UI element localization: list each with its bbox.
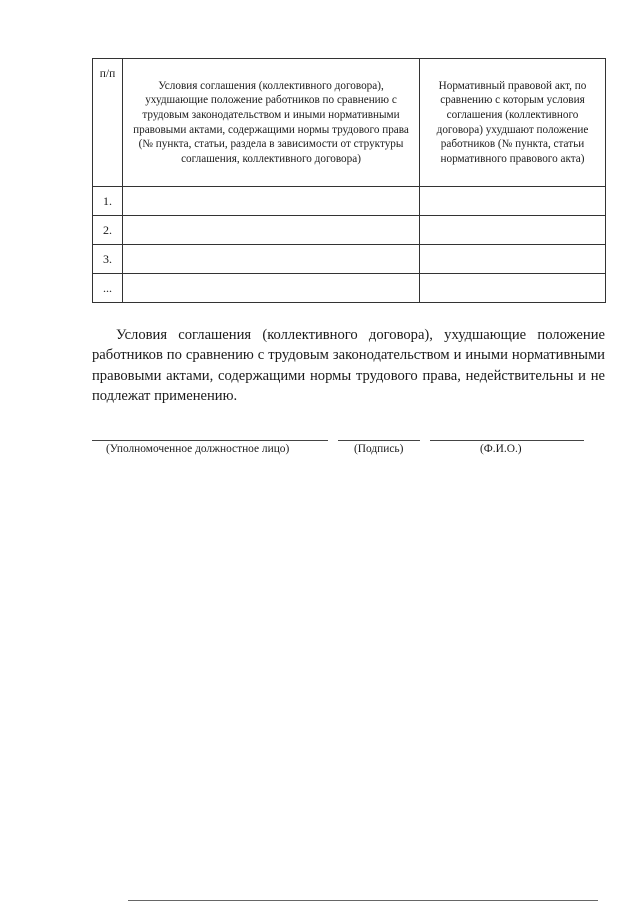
official-line [92,440,328,441]
header-num-label: п/п [99,68,116,80]
conditions-table [92,58,606,303]
invalidity-statement: Условия соглашения (коллективного договора), ухудшающие положение работников по сравнению с трудовым законодательством и иными нормативными правовыми актами, содержащими нормы трудового права, недействительны и не подлежат применению. [92,326,605,405]
table-header-row [93,59,606,187]
row-act-cell [420,187,606,216]
official-label: (Уполномоченное должностное лицо) [106,443,290,455]
table-row [93,216,606,245]
row-conditions-cell [123,245,420,274]
name-line [430,440,584,441]
name-label: (Ф.И.О.) [480,443,522,455]
row-number: ... [93,274,123,303]
footer-rule [128,900,598,901]
row-number: 2. [93,216,123,245]
row-number: 3. [93,245,123,274]
row-act-cell [420,216,606,245]
row-conditions-cell [123,274,420,303]
row-conditions-cell [123,216,420,245]
row-act-cell [420,245,606,274]
header-num [93,59,123,187]
table-row [93,187,606,216]
header-act-label: Нормативный правовой акт, по сравнению с которым условия соглашения (коллективного договора) ухудшают положение работников (№ пункта, статьи нормативного правового акта) [436,79,589,165]
table-row [93,245,606,274]
header-act [420,59,606,187]
signature-block [92,440,584,470]
row-number: 1. [93,187,123,216]
table-row [93,274,606,303]
header-conditions-label: Условия соглашения (коллективного договора), ухудшающие положение работников по сравнению с трудовым законодательством и иными нормативными правовыми актами, содержащими нормы трудового права (№ пункта, статьи, раздела в зависимости от структуры соглашения, коллективного договора) [133,79,409,165]
row-act-cell [420,274,606,303]
header-conditions [123,59,420,187]
signature-label: (Подпись) [354,443,404,455]
signature-line [338,440,420,441]
row-conditions-cell [123,187,420,216]
